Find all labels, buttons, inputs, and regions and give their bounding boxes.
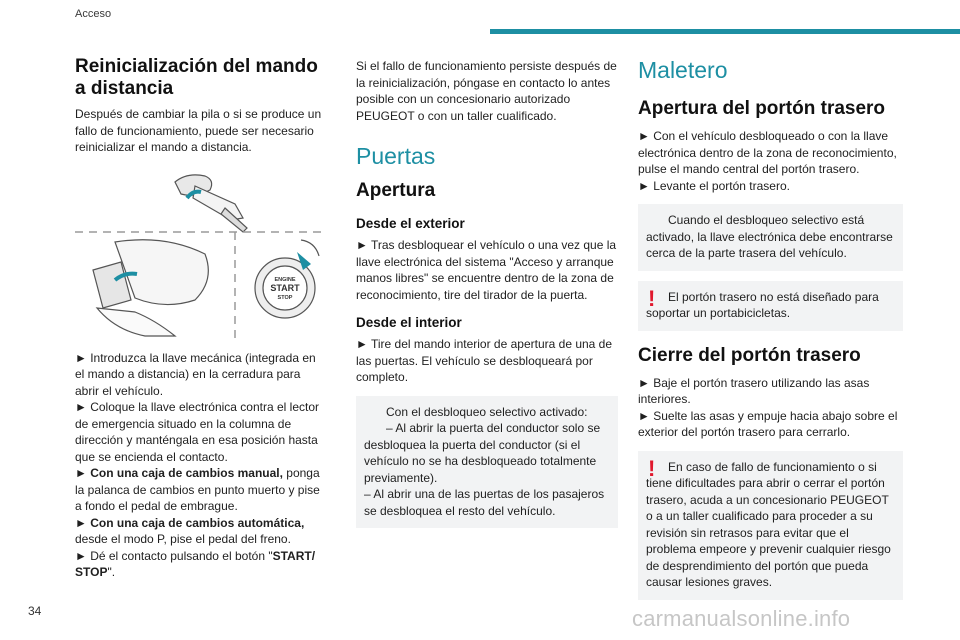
reset-remote-title: Reinicialización del mando a distancia	[75, 56, 318, 99]
bike-rack-warning	[638, 281, 903, 331]
step-3: ► Con una caja de cambios manual, ponga la palanca de cambios en punto muerto y pise a fondo el pedal de embrague.	[75, 466, 320, 513]
page-number: 34	[28, 604, 42, 618]
illus-engine-label: ENGINE	[274, 276, 296, 283]
step-4: ► Con una caja de cambios automática, desde el modo P, pise el pedal del freno.	[75, 515, 305, 546]
selective-unlock-info-note	[638, 204, 903, 271]
column-1	[75, 56, 325, 581]
doors-section-title: Puertas	[356, 143, 436, 169]
note-line-1: Con el desbloqueo selectivo activado:	[386, 404, 588, 419]
column-2	[356, 58, 618, 538]
tailgate-fault-warning	[638, 451, 903, 600]
trunk-section-title: Maletero	[638, 57, 728, 83]
tailgate-closing-title: Cierre del portón trasero	[638, 344, 861, 366]
reset-remote-intro: Después de cambiar la pila o si se produce un fallo de funcionamiento, puede ser necesario reinicializar el mando a distancia.	[75, 107, 322, 154]
from-inside-text: ► Tire del mando interior de apertura de una de las puertas. El vehículo se desbloqueará por completo.	[356, 337, 613, 384]
opening-subtitle: Apertura	[356, 180, 436, 201]
step-5: ► Dé el contacto pulsando el botón "START/ STOP".	[75, 548, 316, 579]
key-reset-illustration-svg	[75, 170, 325, 340]
note-line-3: – Al abrir una de las puertas de los pasajeros se desbloquea el resto del vehículo.	[364, 487, 605, 518]
step-2: ► Coloque la llave electrónica contra el lector de emergencia situado en la columna de dirección y manténgala en esa posición hasta que se encienda el contacto.	[75, 400, 320, 464]
header-section-label: Acceso	[75, 8, 112, 20]
step-1: ► Introduzca la llave mecánica (integrada en el mando a distancia) en la cerradura para abrir el vehículo.	[75, 350, 316, 398]
from-outside-text: ► Tras desbloquear el vehículo o una vez que la llave electrónica del sistema "Acceso y arranque manos libres" se encuentre dentro de la zona de reconocimiento, tire del tirador de la puerta.	[356, 238, 617, 302]
note-line-2: – Al abrir la puerta del conductor solo se desbloquea la puerta del conductor (si el vehículo no se ha desbloqueado totalmente previamente).	[364, 421, 601, 485]
open-step-2: ► Levante el portón trasero.	[638, 178, 790, 193]
illus-stop-label: STOP	[277, 294, 293, 301]
tailgate-fault-warning-text: En caso de fallo de funcionamiento o si tiene dificultades para abrir o cerrar el portón trasero, acuda a un concesionario PEUGEOT o a un taller cualificado para proceder a su revisión sin retrasos para evitar que el problema empeore y prevenir cualquier riesgo de desprendimiento del portón que pueda causar lesiones graves.	[646, 459, 891, 589]
from-inside-title: Desde el interior	[356, 315, 462, 330]
warning-icon: !	[648, 285, 656, 311]
info-note-text: Cuando el desbloqueo selectivo está activado, la llave electrónica debe encontrarse cerca de la parte trasera del vehículo.	[646, 213, 893, 260]
bike-rack-warning-text: El portón trasero no está diseñado para soportar un portabicicletas.	[646, 289, 879, 320]
selective-unlock-note	[356, 396, 618, 529]
header-accent-bar	[490, 29, 960, 34]
persist-fault-text: Si el fallo de funcionamiento persiste después de la reinicialización, póngase en contacto lo antes posible con un concesionario autorizado PEUGEOT o con un taller cualificado.	[356, 59, 617, 123]
footer-watermark[interactable]: carmanualsonline.info	[632, 606, 851, 631]
illus-start-label: START	[270, 282, 300, 293]
from-outside-title: Desde el exterior	[356, 216, 465, 231]
key-reset-illustration	[75, 170, 325, 340]
column-3	[638, 56, 903, 610]
open-step-1: ► Con el vehículo desbloqueado o con la llave electrónica dentro de la zona de reconocimiento, pulse el mando central del portón trasero.	[638, 129, 897, 176]
close-step-2: ► Suelte las asas y empuje hacia abajo sobre el exterior del portón trasero para cerrarlo.	[638, 408, 898, 439]
warning-icon: !	[648, 455, 656, 481]
close-step-1: ► Baje el portón trasero utilizando las asas interiores.	[638, 375, 870, 406]
tailgate-opening-title: Apertura del portón trasero	[638, 98, 886, 119]
